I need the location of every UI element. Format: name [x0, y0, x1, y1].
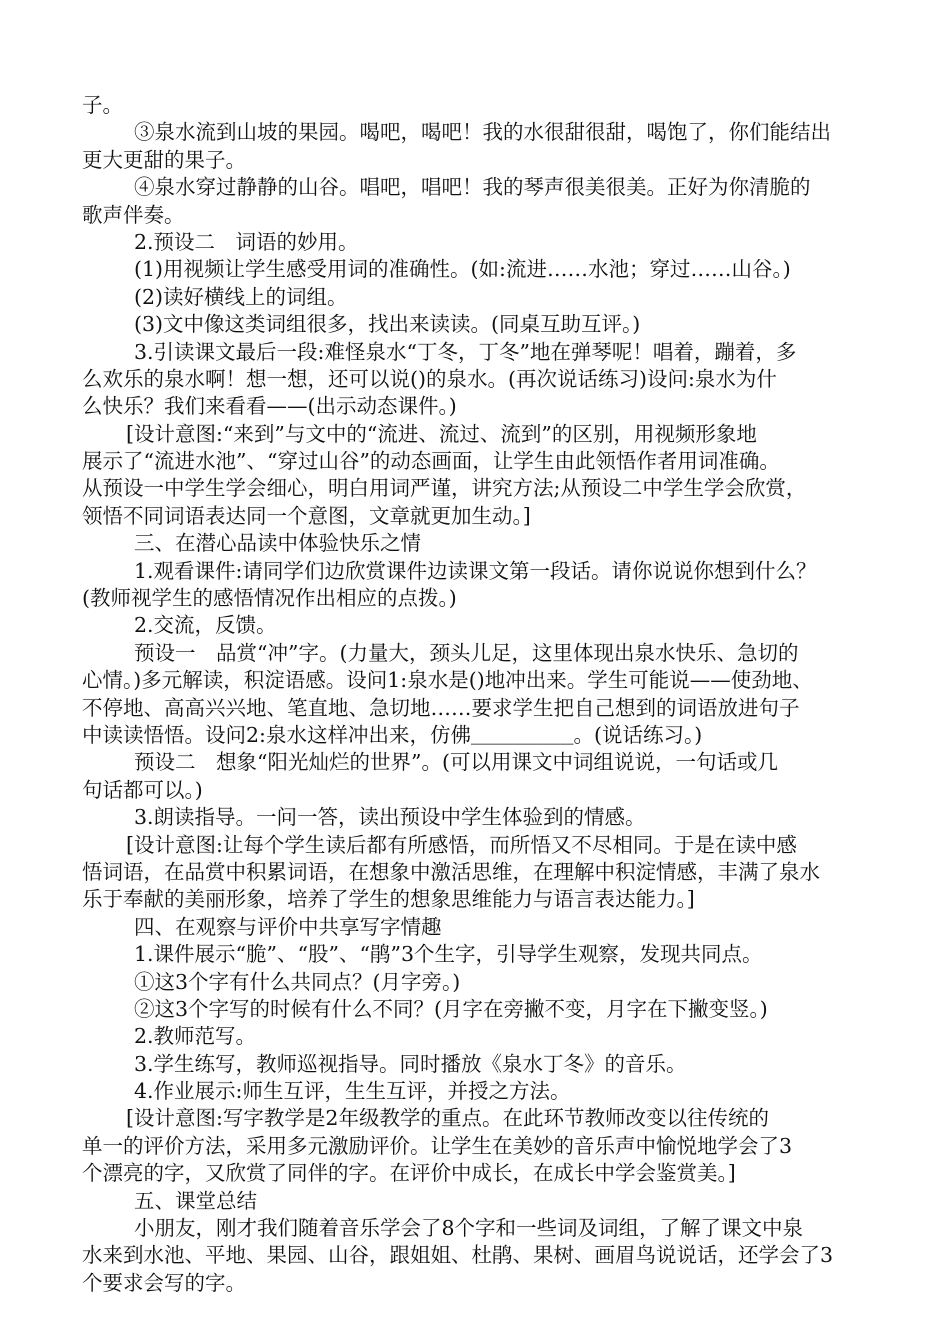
text-line: (2)读好横线上的词组。 [134, 284, 348, 309]
text-line: 3.朗读指导。一问一答，读出预设中学生体验到的情感。 [134, 805, 646, 830]
text-line: 中读读悟悟。设问2:泉水这样冲出来，仿佛＿＿＿＿＿。(说话练习。) [82, 722, 703, 747]
text-line: 不停地、高高兴兴地、笔直地、急切地……要求学生把自己想到的词语放进句子 [82, 695, 800, 720]
text-line: 预设一 品赏“冲”字。(力量大，颈头儿足，这里体现出泉水快乐、急切的 [134, 640, 799, 665]
text-line: [设计意图:“来到”与文中的“流进、流过、流到”的区别，用视频形象地 [126, 421, 757, 446]
text-line: 子。 [82, 93, 123, 117]
text-line: 展示了“流进水池”、“穿过山谷”的动态画面，让学生由此领悟作者用词准确。 [82, 449, 780, 474]
text-line: 1.课件展示“脆”、“股”、“鹃”3个生字，引导学生观察，发现共同点。 [134, 942, 763, 967]
text-line: 2.教师范写。 [134, 1024, 257, 1049]
text-line: 个漂亮的字，又欣赏了同伴的字。在评价中成长，在成长中学会鉴赏美。] [82, 1161, 736, 1186]
text-line: ②这3个字写的时候有什么不同？(月字在旁撇不变，月字在下撇变竖。) [134, 996, 768, 1021]
text-line: (1)用视频让学生感受用词的准确性。(如:流进……水池；穿过……山谷。) [134, 257, 791, 282]
text-line: 从预设一中学生学会细心，明白用词严谨，讲究方法;从预设二中学生学会欣赏， [82, 476, 807, 501]
text-line: 心情。)多元解读，积淀语感。设问1:泉水是()地冲出来。学生可能说——使劲地、 [82, 668, 813, 693]
text-line: 领悟不同词语表达同一个意图，文章就更加生动。] [82, 503, 531, 528]
text-line: 2.交流，反馈。 [134, 613, 277, 638]
text-line: 更大更甜的果子。 [82, 147, 246, 172]
document-body [82, 92, 872, 1297]
text-line: 1.观看课件:请同学们边欣赏课件边读课文第一段话。请你说说你想到什么？ [134, 558, 817, 583]
text-line: 么快乐？我们来看看——(出示动态课件。) [82, 394, 457, 419]
text-line: 句话都可以。) [82, 777, 203, 802]
text-line: 四、在观察与评价中共享写字情趣 [134, 914, 442, 939]
text-line: 单一的评价方法，采用多元激励评价。让学生在美妙的音乐声中愉悦地学会了3 [82, 1133, 793, 1158]
text-line: 悟词语，在品赏中积累词语，在想象中激活思维，在理解中积淀情感，丰满了泉水 [82, 859, 820, 884]
text-line: ④泉水穿过静静的山谷。唱吧，唱吧！我的琴声很美很美。正好为你清脆的 [134, 175, 811, 200]
text-line: 五、课堂总结 [134, 1188, 257, 1213]
text-line: (教师视学生的感悟情况作出相应的点拨。) [82, 586, 457, 611]
text-line: ③泉水流到山坡的果园。喝吧，喝吧！我的水很甜很甜，喝饱了，你们能结出 [134, 120, 831, 145]
text-line: ①这3个字有什么共同点？(月字旁。) [134, 969, 461, 994]
text-line: 3.学生练写，教师巡视指导。同时播放《泉水丁冬》的音乐。 [134, 1051, 687, 1076]
text-line: 乐于奉献的美丽形象，培养了学生的想象思维能力与语言表达能力。] [82, 887, 695, 912]
text-line: 4.作业展示:师生互评，生生互评，并授之方法。 [134, 1079, 571, 1104]
text-line: 2.预设二 词语的妙用。 [134, 229, 359, 254]
text-line: 歌声伴奏。 [82, 202, 185, 227]
text-line: 3.引读课文最后一段:难怪泉水“丁冬，丁冬”地在弹琴呢！唱着，蹦着，多 [134, 339, 797, 364]
text-line: 个要求会写的字。 [82, 1270, 246, 1295]
text-line: [设计意图:写字教学是2年级教学的重点。在此环节教师改变以往传统的 [126, 1106, 769, 1131]
text-line: 么欢乐的泉水啊！想一想，还可以说()的泉水。(再次说话练习)设问:泉水为什 [82, 366, 777, 391]
text-line: 小朋友，刚才我们随着音乐学会了8个字和一些词及词组，了解了课文中泉 [134, 1216, 804, 1241]
text-line: 水来到水池、平地、果园、山谷，跟姐姐、杜鹃、果树、画眉鸟说说话，还学会了3 [82, 1243, 834, 1268]
text-line: 预设二 想象“阳光灿烂的世界”。(可以用课文中词组说说，一句话或几 [134, 750, 778, 775]
text-line: (3)文中像这类词组很多，找出来读读。(同桌互助互评。) [134, 312, 641, 337]
text-line: 三、在潜心品读中体验快乐之情 [134, 531, 421, 556]
text-line: [设计意图:让每个学生读后都有所感悟，而所悟又不尽相同。于是在读中感 [126, 832, 797, 857]
